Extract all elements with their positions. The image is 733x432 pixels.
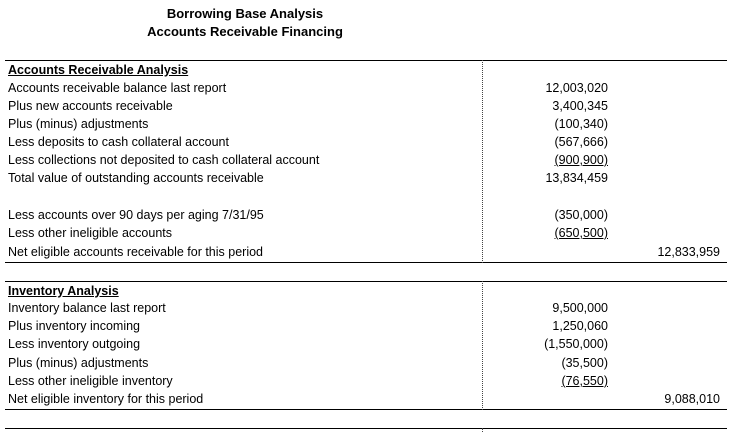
row-label: Plus (minus) adjustments	[8, 356, 149, 370]
row-label: Inventory balance last report	[8, 301, 166, 315]
table-row	[8, 115, 722, 133]
row-label: Plus (minus) adjustments	[8, 117, 149, 131]
row-value: (1,550,000)	[544, 337, 608, 351]
section-divider	[5, 262, 727, 263]
row-value: (350,000)	[554, 208, 608, 222]
row-value: (100,340)	[554, 117, 608, 131]
section-divider	[5, 409, 727, 410]
row-label: Less other ineligible inventory	[8, 374, 173, 388]
table-row	[8, 390, 722, 408]
row-value: (650,500)	[554, 226, 608, 240]
row-label: Less inventory outgoing	[8, 337, 141, 351]
row-label: Net eligible accounts receivable for this period	[8, 245, 263, 259]
row-label: Total value of outstanding accounts receivable	[8, 171, 264, 185]
row-label: Less other ineligible accounts	[8, 226, 172, 240]
ar-section-header	[8, 61, 722, 79]
row-label: Plus new accounts receivable	[8, 99, 173, 113]
row-label: Less accounts over 90 days per aging 7/31/95	[8, 208, 264, 222]
table-row	[8, 243, 722, 261]
row-value: 12,003,020	[545, 81, 608, 95]
row-value: 9,500,000	[552, 301, 608, 315]
table-row	[8, 299, 722, 317]
row-value: (567,666)	[554, 135, 608, 149]
row-label: Net eligible inventory for this period	[8, 392, 204, 406]
row-label: Less deposits to cash collateral account	[8, 135, 229, 149]
table-row	[8, 79, 722, 97]
table-row	[8, 372, 722, 390]
table-row	[8, 206, 722, 224]
inventory-section-heading: Inventory Analysis	[8, 284, 119, 298]
row-label: Accounts receivable balance last report	[8, 81, 227, 95]
table-row	[8, 335, 722, 353]
row-total: 9,088,010	[664, 392, 720, 406]
row-value: (35,500)	[561, 356, 608, 370]
report-title: Borrowing Base Analysis	[166, 6, 324, 21]
column-divider	[482, 428, 483, 432]
section-divider	[5, 428, 727, 429]
table-row	[8, 97, 722, 115]
table-row	[8, 169, 722, 187]
row-value: 1,250,060	[552, 319, 608, 333]
row-value: 3,400,345	[552, 99, 608, 113]
row-value: 13,834,459	[545, 171, 608, 185]
inventory-section-header	[8, 282, 722, 300]
row-total: 12,833,959	[657, 245, 720, 259]
table-row	[8, 224, 722, 242]
table-row	[8, 133, 722, 151]
row-label: Plus inventory incoming	[8, 319, 141, 333]
table-row	[8, 354, 722, 372]
table-row	[8, 317, 722, 335]
report-subtitle: Accounts Receivable Financing	[147, 24, 343, 39]
table-row	[8, 151, 722, 169]
row-value: (76,550)	[561, 374, 608, 388]
row-label: Less collections not deposited to cash collateral account	[8, 153, 320, 167]
ar-section-heading: Accounts Receivable Analysis	[8, 63, 189, 77]
row-value: (900,900)	[554, 153, 608, 167]
